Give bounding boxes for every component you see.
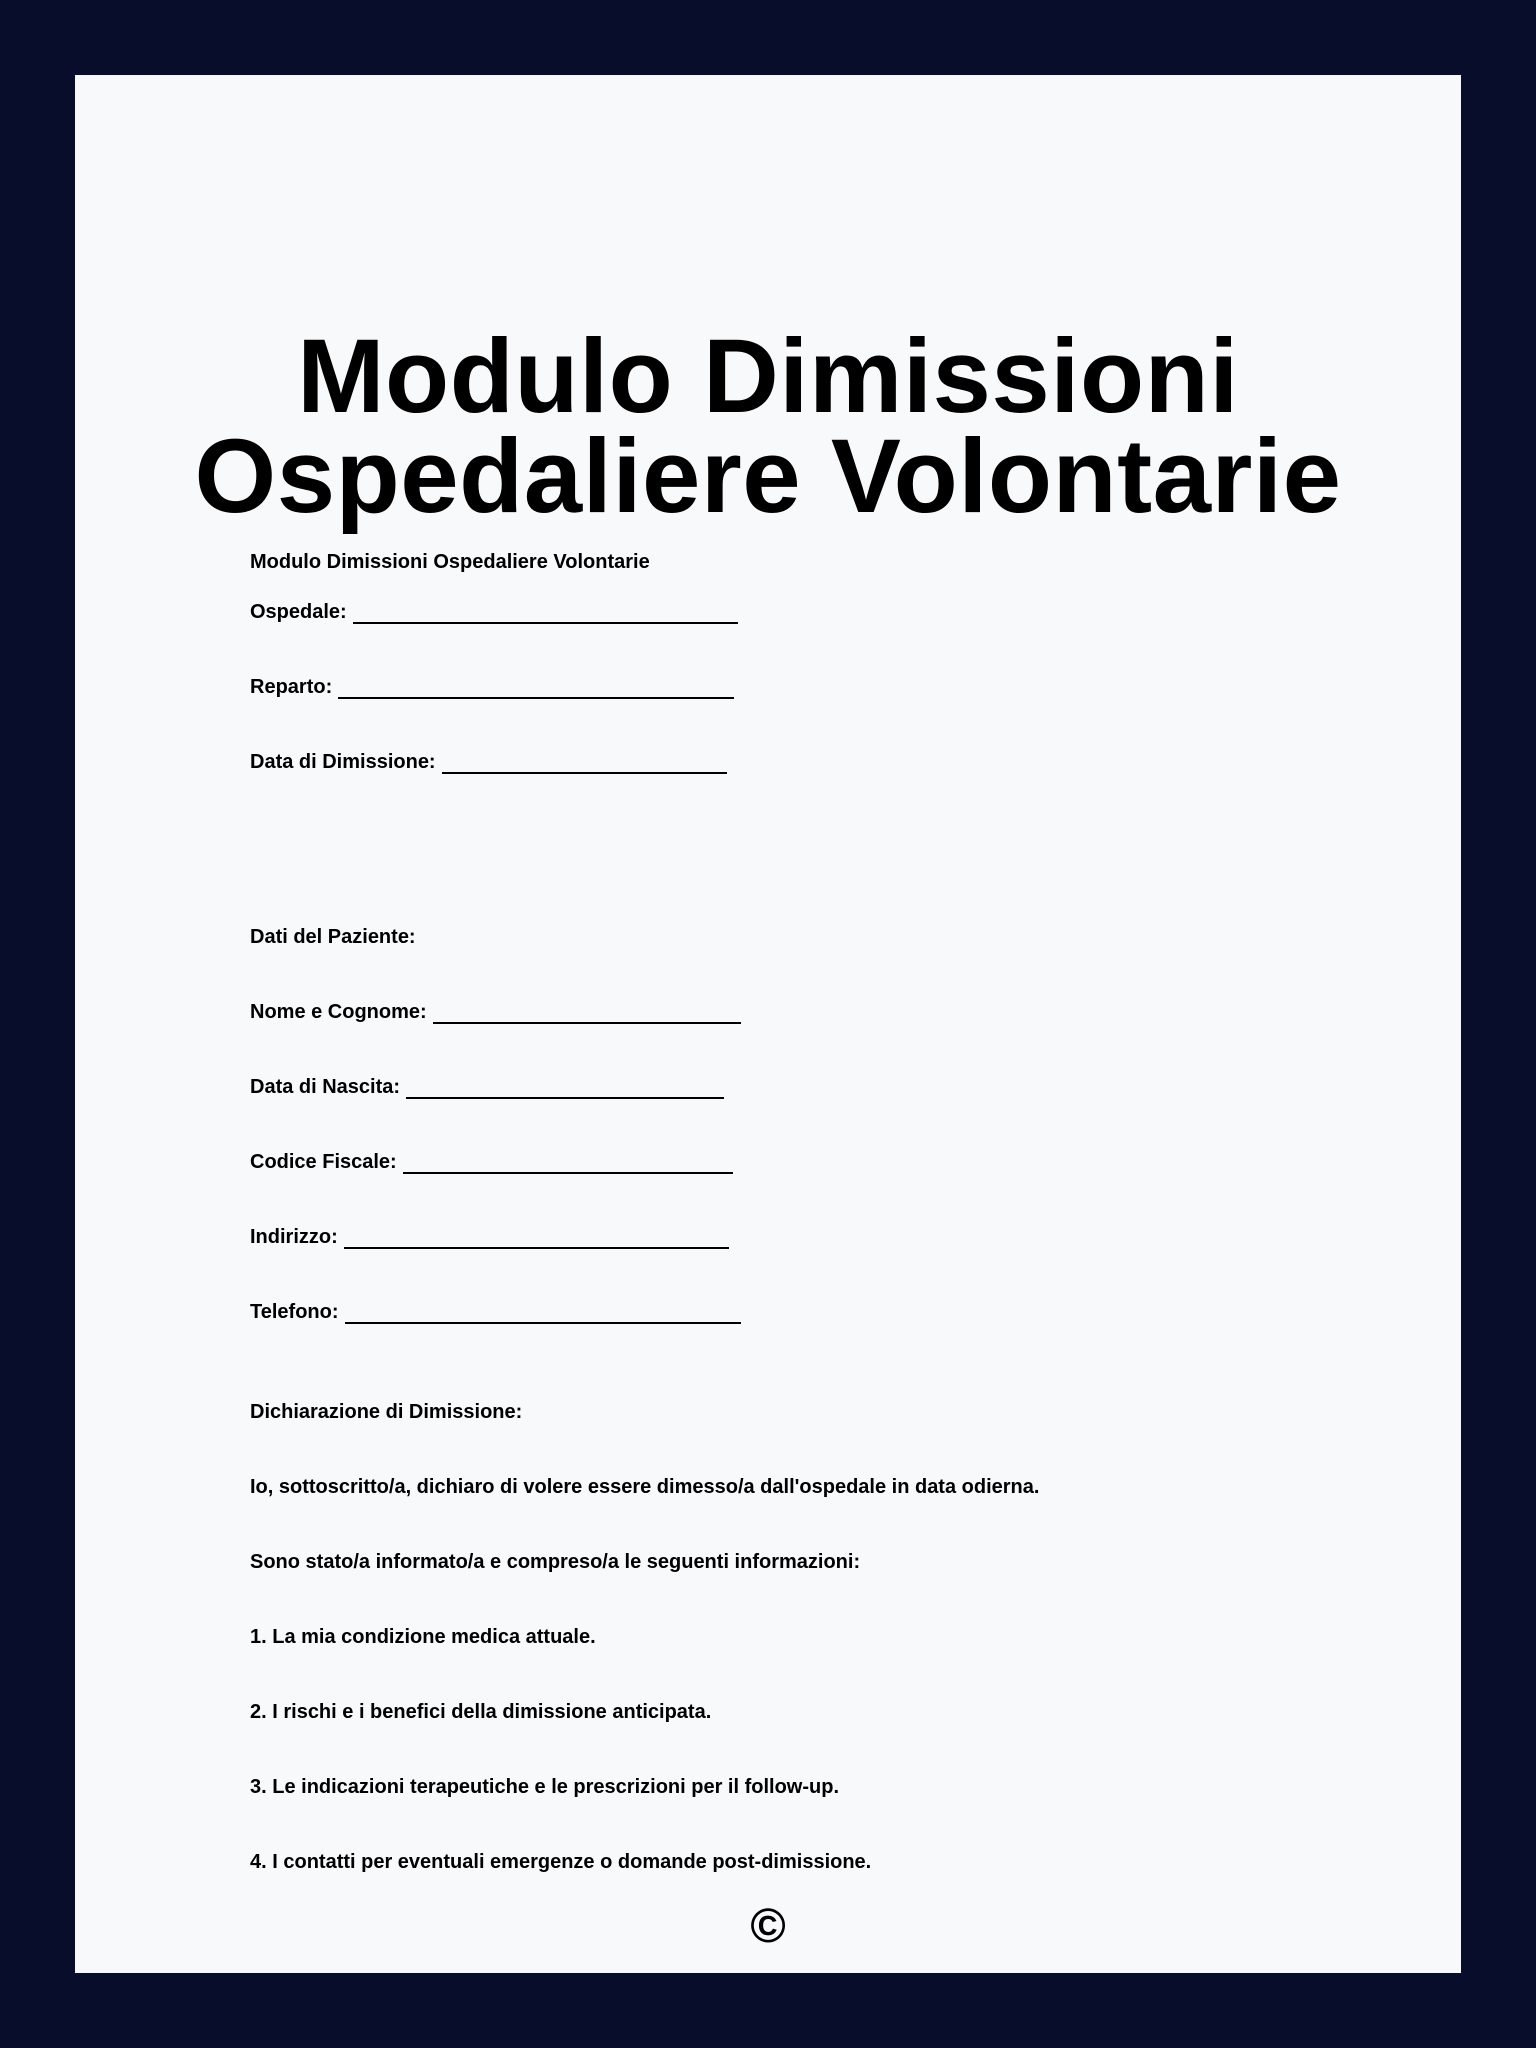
hospital-field bbox=[250, 600, 738, 624]
name-field bbox=[250, 1000, 741, 1024]
patient-section-label: Dati del Paziente: bbox=[250, 926, 416, 948]
info-item-1: 1. La mia condizione medica attuale. bbox=[250, 1626, 596, 1648]
address-field bbox=[250, 1225, 729, 1249]
document-title bbox=[75, 318, 1461, 535]
name-label: Nome e Cognome: bbox=[250, 1001, 427, 1023]
copyright-symbol: © bbox=[750, 1900, 786, 1953]
hospital-blank-line[interactable] bbox=[353, 604, 738, 624]
title-line-2: Ospedaliere Volontarie bbox=[194, 418, 1342, 535]
ward-field bbox=[250, 675, 734, 699]
address-label: Indirizzo: bbox=[250, 1226, 338, 1248]
title-line-1: Modulo Dimissioni bbox=[297, 318, 1239, 435]
tax-code-blank-line[interactable] bbox=[403, 1154, 733, 1174]
tax-code-label: Codice Fiscale: bbox=[250, 1151, 397, 1173]
info-item-3: 3. Le indicazioni terapeutiche e le prescrizioni per il follow-up. bbox=[250, 1776, 840, 1798]
informed-text: Sono stato/a informato/a e compreso/a le seguenti informazioni: bbox=[250, 1551, 861, 1573]
birth-date-field bbox=[250, 1075, 724, 1099]
declaration-label: Dichiarazione di Dimissione: bbox=[250, 1401, 523, 1423]
info-item-2: 2. I rischi e i benefici della dimissione anticipata. bbox=[250, 1701, 712, 1723]
ward-blank-line[interactable] bbox=[338, 679, 734, 699]
info-item-4: 4. I contatti per eventuali emergenze o domande post-dimissione. bbox=[250, 1851, 872, 1873]
form-heading: Modulo Dimissioni Ospedaliere Volontarie bbox=[250, 551, 650, 573]
ward-label: Reparto: bbox=[250, 676, 333, 698]
document-page bbox=[75, 75, 1461, 1973]
discharge-date-label: Data di Dimissione: bbox=[250, 751, 436, 773]
birth-date-label: Data di Nascita: bbox=[250, 1076, 401, 1098]
phone-blank-line[interactable] bbox=[345, 1304, 741, 1324]
birth-date-blank-line[interactable] bbox=[406, 1079, 724, 1099]
declaration-text: Io, sottoscritto/a, dichiaro di volere essere dimesso/a dall'ospedale in data odierna. bbox=[250, 1476, 1040, 1498]
phone-label: Telefono: bbox=[250, 1301, 339, 1323]
tax-code-field bbox=[250, 1150, 733, 1174]
discharge-date-blank-line[interactable] bbox=[442, 754, 727, 774]
address-blank-line[interactable] bbox=[344, 1229, 729, 1249]
name-blank-line[interactable] bbox=[433, 1004, 741, 1024]
phone-field bbox=[250, 1300, 741, 1324]
hospital-label: Ospedale: bbox=[250, 601, 347, 623]
discharge-date-field bbox=[250, 750, 727, 774]
